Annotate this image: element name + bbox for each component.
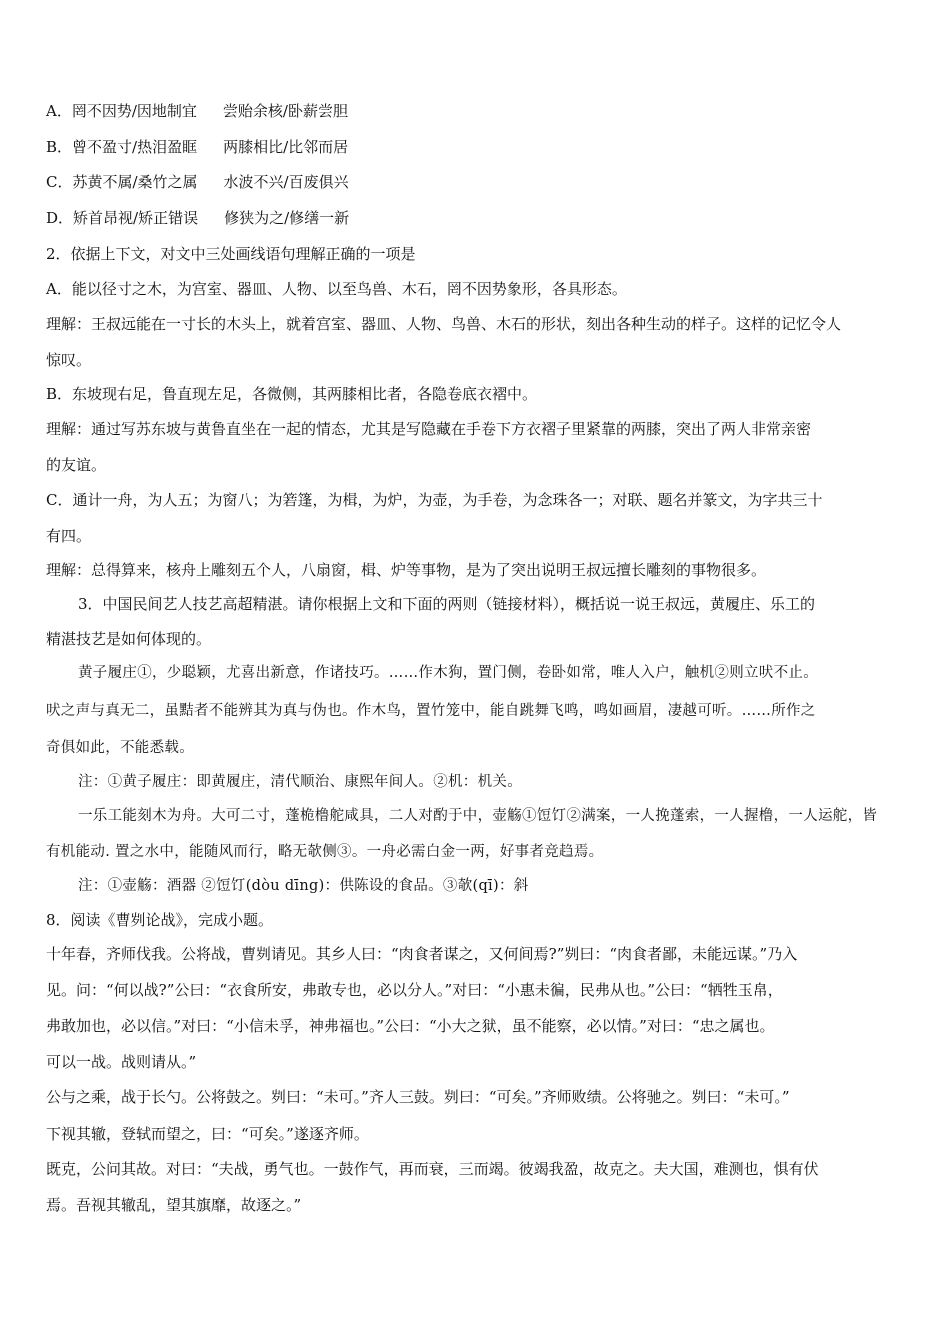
q3-stem-cont: 精湛技艺是如何体现的。 xyxy=(46,630,212,648)
q2-c-sentence: C．通计一舟，为人五；为窗八；为箬篷，为楫，为炉，为壶，为手卷，为念珠各一；对联、题名并篆文，为字共三十 xyxy=(46,491,823,509)
option-c xyxy=(46,172,349,192)
q2-b-explanation: 理解：通过写苏东坡与黄鲁直坐在一起的情态，尤其是写隐藏在手卷下方衣褶子里紧靠的两膝，突出了两人非常亲密 xyxy=(46,420,812,438)
q2-c-explanation: 理解：总得算来，核舟上雕刻五个人，八扇窗，楫、炉等事物，是为了突出说明王叔远擅长雕刻的事物很多。 xyxy=(46,561,767,579)
q3-passage-1-end: 奇俱如此，不能悉载。 xyxy=(46,740,194,756)
q8-stem: 8．阅读《曹刿论战》，完成小题。 xyxy=(46,911,274,929)
option-label: C． xyxy=(46,173,73,191)
option-label: D． xyxy=(46,209,74,227)
option-left: 矫首昂视/矫正错误 xyxy=(73,209,199,227)
q8-text-line: 见。问：“何以战?”公曰：“衣食所安，弗敢专也，必以分人。”对曰：“小惠未徧，民弗从也。”公曰：“牺牲玉帛， xyxy=(46,981,783,999)
q3-note-1: 注：①黄子履庄：即黄履庄，清代顺治、康熙年间人。②机：机关。 xyxy=(78,774,522,790)
q2-b-sentence: B．东坡现右足，鲁直现左足，各微侧，其两膝相比者，各隐卷底衣褶中。 xyxy=(46,385,538,403)
q2-b-explanation-cont: 的友谊。 xyxy=(46,456,107,474)
option-right: 修狭为之/修缮一新 xyxy=(224,209,350,227)
q8-text-line: 既克，公问其故。对曰：“夫战，勇气也。一鼓作气，再而衰，三而竭。彼竭我盈，故克之。夫大国，难测也，惧有伏 xyxy=(46,1160,819,1178)
q2-c-sentence-cont: 有四。 xyxy=(46,527,92,545)
q3-stem: 3．中国民间艺人技艺高超精湛。请你根据上文和下面的两则（链接材料），概括说一说王叔远，黄履庄、乐工的 xyxy=(78,595,816,613)
option-d xyxy=(46,208,349,228)
q2-a-explanation-cont: 惊叹。 xyxy=(46,351,92,369)
q8-text-line: 下视其辙，登轼而望之，曰：“可矣。”遂逐齐师。 xyxy=(46,1125,369,1143)
option-left: 苏黄不属/桑竹之属 xyxy=(72,173,198,191)
q3-note-2: 注：①壶觞：酒器 ②饾饤(dòu dīng)：供陈设的食品。③欹(qī)：斜 xyxy=(78,878,529,894)
q8-text-line: 十年春，齐师伐我。公将战，曹刿请见。其乡人曰：“肉食者谋之，又何间焉?”刿曰：“肉食者鄙，未能远谋。”乃入 xyxy=(46,945,798,963)
q8-text-line: 可以一战。战则请从。” xyxy=(46,1053,197,1071)
option-right: 尝贻余核/卧薪尝胆 xyxy=(222,102,348,120)
q3-passage-2: 一乐工能刻木为舟。大可二寸，蓬桅橹舵咸具，二人对酌于中，壶觞①饾饤②满案，一人挽蓬索，一人握橹，一人运舵，皆 xyxy=(78,808,878,824)
q2-stem: 2．依据上下文，对文中三处画线语句理解正确的一项是 xyxy=(46,245,416,263)
q8-text-line: 焉。吾视其辙乱，望其旗靡，故逐之。” xyxy=(46,1196,302,1214)
option-b xyxy=(46,137,348,157)
option-right: 两膝相比/比邻而居 xyxy=(223,138,349,156)
option-label: A． xyxy=(46,102,72,120)
q2-a-explanation: 理解：王叔远能在一寸长的木头上，就着宫室、器皿、人物、鸟兽、木石的形状，刻出各种生动的样子。这样的记忆令人 xyxy=(46,315,842,333)
q8-text-line: 公与之乘，战于长勺。公将鼓之。刿曰：“未可。”齐人三鼓。刿曰：“可矣。”齐师败绩。公将驰之。刿曰：“未可。” xyxy=(46,1088,790,1106)
q3-passage-1-cont: 吠之声与真无二，虽黠者不能辨其为真与伪也。作木鸟，置竹笼中，能自跳舞飞鸣，鸣如画眉，凄越可听。……所作之 xyxy=(46,703,816,719)
option-left: 曾不盈寸/热泪盈眶 xyxy=(72,138,198,156)
option-right: 水波不兴/百废俱兴 xyxy=(223,173,349,191)
option-a xyxy=(46,101,348,121)
q3-passage-1: 黄子履庄①，少聪颖，尤喜出新意，作诸技巧。……作木狗，置门侧，卷卧如常，唯人入户，触机②则立吠不止。 xyxy=(78,665,818,681)
option-label: B． xyxy=(46,138,73,156)
q3-passage-2-cont: 有机能动. 置之水中，能随风而行，略无欹侧③。一舟必需白金一两，好事者竞趋焉。 xyxy=(46,844,604,860)
q2-a-sentence: A．能以径寸之木，为宫室、器皿、人物、以至鸟兽、木石，罔不因势象形，各具形态。 xyxy=(46,280,627,298)
q8-text-line: 弗敢加也，必以信。”对曰：“小信未孚，神弗福也。”公曰：“小大之狱，虽不能察，必以情。”对曰：“忠之属也。 xyxy=(46,1017,775,1035)
option-left: 罔不因势/因地制宜 xyxy=(71,102,197,120)
